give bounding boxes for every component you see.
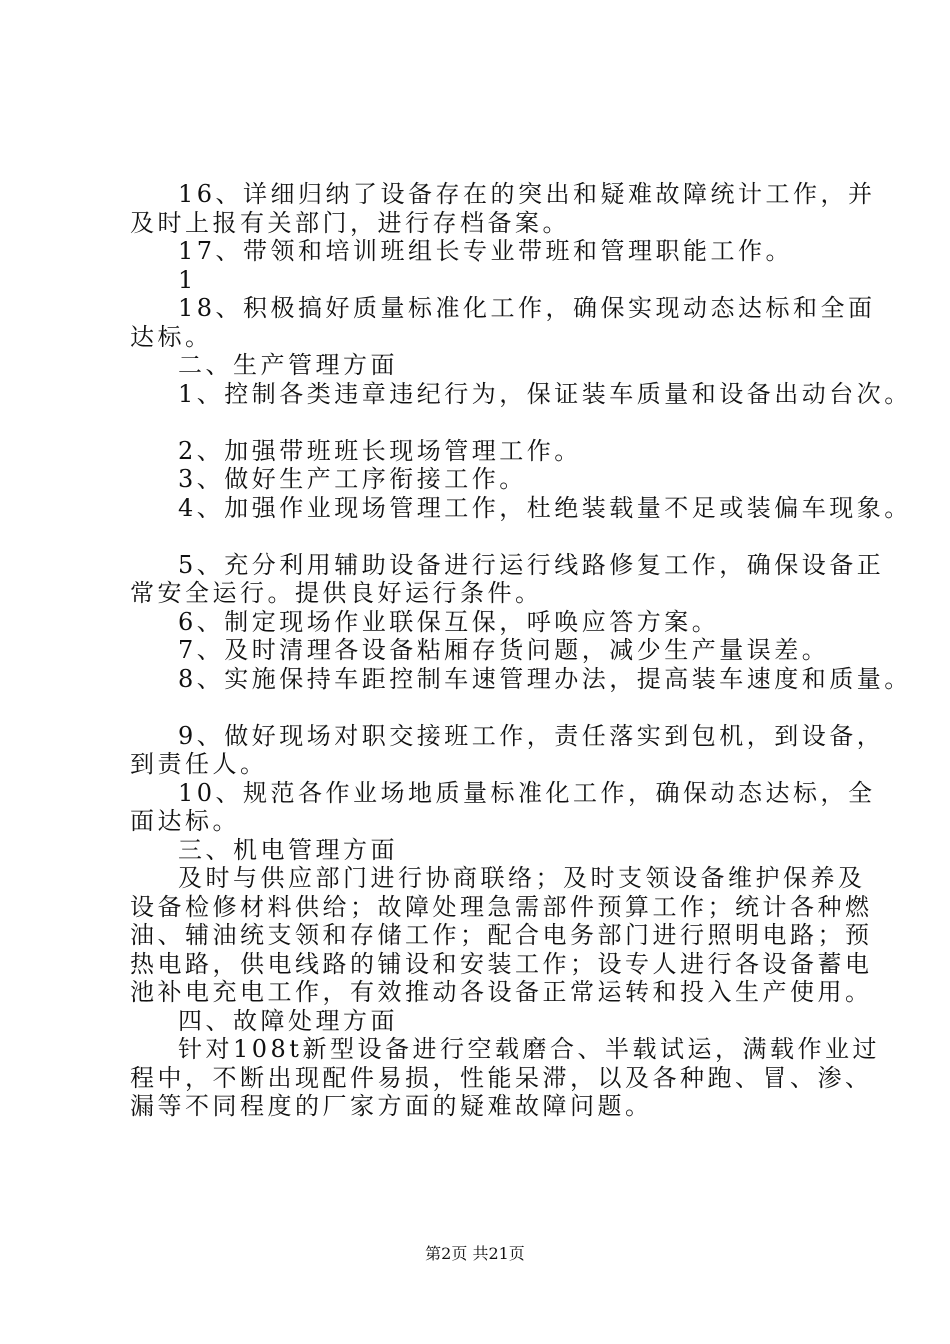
text-line: 7、及时清理各设备粘厢存货问题，减少生产量误差。 — [178, 636, 830, 664]
blank-line — [130, 693, 850, 722]
text-line: 程中，不断出现配件易损，性能呆滞，以及各种跑、冒、渗、 — [130, 1063, 873, 1092]
text-line: 17、带领和培训班组长专业带班和管理职能工作。 — [178, 237, 794, 265]
text-line: 9、做好现场对职交接班工作，责任落实到包机，到设备， — [178, 721, 885, 750]
text-line: 设备检修材料供给；故障处理急需部件预算工作；统计各种燃 — [130, 892, 873, 921]
text-line: 热电路，供电线路的铺设和安装工作；设专人进行各设备蓄电 — [130, 949, 873, 978]
document-body — [130, 180, 912, 1121]
blank-line — [130, 408, 850, 437]
text-line: 及时上报有关部门，进行存档备案。 — [130, 208, 570, 237]
text-line: 1 — [178, 265, 197, 294]
text-line: 及时与供应部门进行协商联络；及时支领设备维护保养及 — [178, 864, 866, 892]
page-footer: 第2页 共21页 — [425, 1244, 525, 1263]
text-line: 三、机电管理方面 — [178, 835, 398, 864]
text-line: 油、辅油统支领和存储工作；配合电务部门进行照明电路；预 — [130, 921, 873, 949]
text-line: 到责任人。 — [130, 750, 268, 778]
text-line: 8、实施保持车距控制车速管理办法，提高装车速度和质量。 — [178, 664, 912, 693]
blank-line — [130, 522, 850, 551]
text-line: 5、充分利用辅助设备进行运行线路修复工作，确保设备正 — [178, 550, 885, 579]
text-line: 6、制定现场作业联保互保，呼唤应答方案。 — [178, 607, 720, 636]
text-line: 常安全运行。提供良好运行条件。 — [130, 579, 543, 607]
text-line: 18、积极搞好质量标准化工作，确保实现动态达标和全面 — [178, 294, 876, 322]
text-line: 二、生产管理方面 — [178, 351, 398, 379]
text-line: 面达标。 — [130, 807, 240, 835]
text-line: 四、故障处理方面 — [178, 1006, 398, 1035]
text-line: 10、规范各作业场地质量标准化工作，确保动态达标，全 — [178, 778, 876, 807]
text-line: 达标。 — [130, 322, 213, 351]
text-line: 4、加强作业现场管理工作，杜绝装载量不足或装偏车现象。 — [178, 493, 912, 522]
text-line: 3、做好生产工序衔接工作。 — [178, 465, 527, 493]
text-line: 2、加强带班班长现场管理工作。 — [178, 436, 582, 465]
text-line: 1、控制各类违章违纪行为，保证装车质量和设备出动台次。 — [178, 379, 912, 408]
text-line: 针对108t新型设备进行空载磨合、半载试运，满载作业过 — [178, 1035, 880, 1063]
text-line: 漏等不同程度的厂家方面的疑难故障问题。 — [130, 1092, 653, 1120]
text-line: 16、详细归纳了设备存在的突出和疑难故障统计工作，并 — [178, 180, 876, 208]
text-line: 池补电充电工作，有效推动各设备正常运转和投入生产使用。 — [130, 978, 873, 1006]
